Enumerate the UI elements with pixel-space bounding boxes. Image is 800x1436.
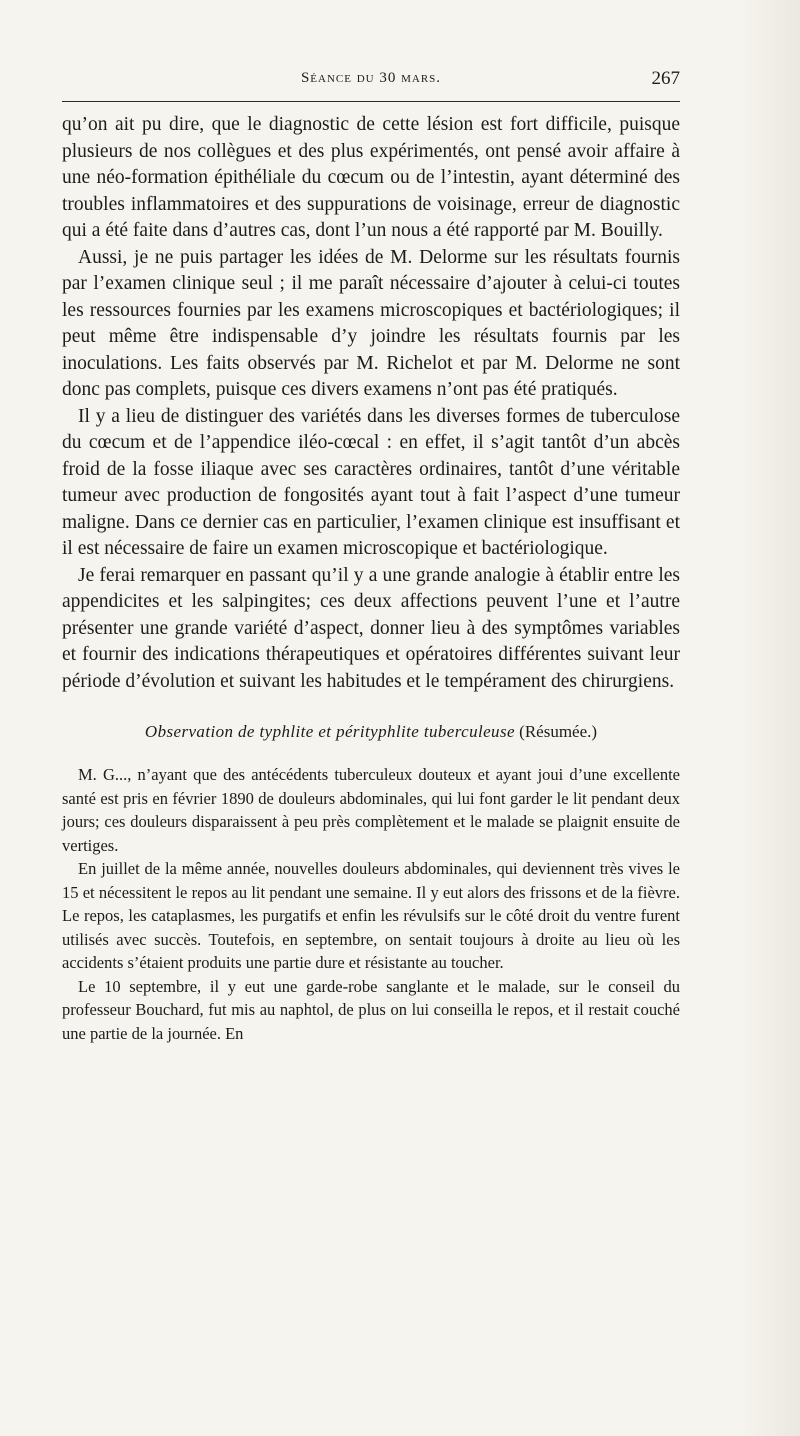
page-edge-shading [740,0,800,1436]
paragraph: qu’on ait pu dire, que le diagnostic de cette lésion est fort difficile, puisque plusieurs de nos collègues et des plus expérimentés, ont pensé avoir affaire à une néo-formation épithéliale du cœcum ou de l’intestin, ayant déterminé des troubles inflammatoires et des suppurations de voisinage, erreur de diagnostic qui a été faite dans d’autres cas, dont l’un nous a été rapporté par M. Bouilly. [62,114,680,241]
observation-title: Observation de typhlite et pérityphlite tuberculeuse [144,722,515,741]
observation-suffix: (Résumée.) [519,722,598,741]
observation-paragraph: M. G..., n’ayant que des antécédents tuberculeux douteux et ayant joui d’une excellente santé est pris en février 1890 de douleurs abdominales, qui lui font garder le lit pendant deux jours; ces douleurs disparaissent à peu près complètement et le malade se plaignit ensuite de vertiges. [62,765,680,855]
observation-paragraph: En juillet de la même année, nouvelles douleurs abdominales, qui deviennent très vives le 15 et nécessitent le repos au lit pendant une semaine. Il y eut alors des frissons et de la fièvre. Le repos, les cataplasmes, les purgatifs et enfin les révulsifs sur le côté droit du ventre furent utilisés avec succès. Toutefois, en septembre, on sentait toujours à droite au lieu où les accidents s’étaient produits une partie dure et résistante au toucher. [62,859,680,972]
paragraph: Je ferai remarquer en passant qu’il y a une grande analogie à établir entre les appendicites et les salpingites; ces deux affections peuvent l’une et l’autre présenter une grande variété d’aspect, donner lieu à des symptômes variables et fournir des indications thérapeutiques et opératoires différentes suivant leur période d’évolution et suivant les habitudes et le tempérament des chirurgiens. [62,564,680,692]
paragraph: Aussi, je ne puis partager les idées de M. Delorme sur les résultats fournis par l’examen clinique seul ; il me paraît nécessaire d’ajouter à celui-ci toutes les ressources fournies par les examens microscopiques et bactériologiques; il peut même être indispensable d’y joindre les résultats fournis par les inoculations. Les faits observés par M. Richelot et par M. Delorme ne sont donc pas complets, puisque ces divers examens n’ont pas été pratiqués. [62,246,680,400]
page-header [62,66,680,94]
header-rule [62,101,680,102]
page-number: 267 [651,68,680,89]
paragraph: Il y a lieu de distinguer des variétés dans les diverses formes de tuberculose du cœcum et de l’appendice iléo-cœcal : en effet, il s’agit tantôt d’un abcès froid de la fosse iliaque avec ses caractères ordinaires, tantôt d’une véritable tumeur avec production de fongosités ayant tout à fait l’aspect d’une tumeur maligne. Dans ce dernier cas en particulier, l’examen clinique est insuffisant et il est nécessaire de faire un examen microscopique et bactériologique. [62,405,680,559]
running-title: Séance du 30 mars. [300,70,442,86]
observation-heading [62,721,680,743]
observation-paragraph: Le 10 septembre, il y eut une garde-robe sanglante et le malade, sur le conseil du professeur Bouchard, fut mis au naphtol, de plus on lui conseilla le repos, et il restait couché une partie de la journée. En [62,976,680,1043]
body-text [62,112,680,1045]
